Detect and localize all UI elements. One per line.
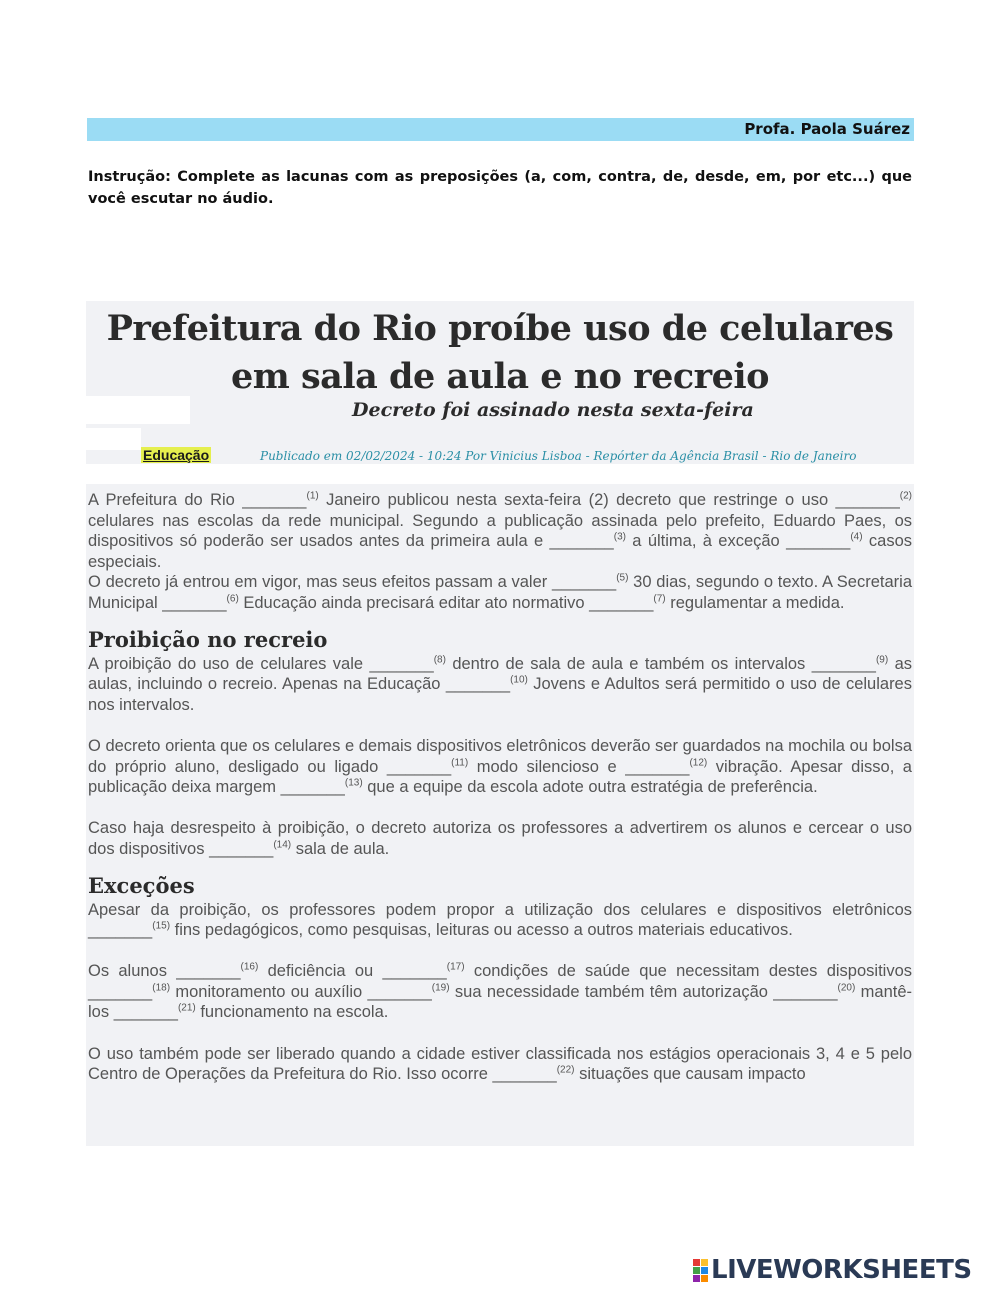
blank-number: (19) <box>431 982 450 994</box>
blank-8[interactable]: _______ <box>369 654 434 673</box>
blank-13[interactable]: _______ <box>280 778 345 797</box>
blank-9[interactable]: _______ <box>811 654 876 673</box>
blank-3[interactable]: _______ <box>549 532 614 551</box>
decorative-patch <box>86 428 141 450</box>
text-run: celulares nas escolas da rede municipal. Segundo a publicação assinada pelo prefeito, Eduardo Paes, os dispositivos só poderão ser usados antes da primeira aula e <box>88 511 912 551</box>
blank-7[interactable]: _______ <box>589 593 654 612</box>
text-run: Janeiro publicou nesta sexta-feira (2) decreto que restringe o uso <box>318 491 836 509</box>
decorative-patch <box>86 396 190 424</box>
text-run: situações que causam impacto <box>574 1065 806 1084</box>
text-run: Os alunos <box>88 962 177 981</box>
paragraph-7 <box>88 961 912 1023</box>
text-run: deficiência ou <box>258 962 383 981</box>
blank-18[interactable]: _______ <box>88 982 153 1001</box>
liveworksheets-logo-icon <box>693 1259 708 1282</box>
blank-number: (1) <box>306 490 319 502</box>
text-run: vibração. Apesar disso, a publicação deixa margem <box>88 757 912 797</box>
text-run: 30 dias, segundo o texto. A Secretaria Municipal <box>88 573 912 612</box>
blank-number: (13) <box>344 777 363 789</box>
text-run: sala de aula. <box>291 839 390 858</box>
text-run: sua necessidade também têm autorização <box>449 982 774 1001</box>
text-run: O decreto orienta que os celulares e demais dispositivos eletrônicos deverão ser guardados na mochila ou bolsa do próprio aluno, desligado ou ligado <box>88 736 912 776</box>
blank-21[interactable]: _______ <box>113 1003 178 1022</box>
text-run: modo silencioso e <box>468 757 626 776</box>
logo-square <box>701 1259 708 1266</box>
blank-number: (20) <box>837 982 856 994</box>
blank-number: (22) <box>556 1064 575 1076</box>
blank-1[interactable]: _______ <box>242 491 307 509</box>
text-run: que a equipe da escola adote outra estratégia de preferência. <box>362 778 818 797</box>
blank-number: (11) <box>451 757 469 769</box>
blank-16[interactable]: _______ <box>176 962 241 981</box>
instruction-text: Instrução: Complete as lacunas com as preposições (a, com, contra, de, desde, em, por etc...) que você escutar no áudio. <box>88 169 912 207</box>
paragraph-2 <box>88 572 912 613</box>
section-title-excecoes: Exceções <box>88 872 195 898</box>
blank-number: (21) <box>177 1002 196 1014</box>
blank-20[interactable]: _______ <box>773 982 838 1001</box>
text-run: O uso também pode ser liberado quando a cidade estiver classificada nos estágios operacionais 3, 4 e 5 pelo Centro de Operações da Prefeitura do Rio. Isso ocorre <box>88 1044 912 1084</box>
blank-number: (6) <box>226 593 239 605</box>
blank-number: (7) <box>653 593 666 605</box>
blank-12[interactable]: _______ <box>625 757 690 776</box>
blank-number: (8) <box>433 654 446 666</box>
text-run: a última, à exceção <box>625 532 787 551</box>
headline-line-2: em sala de aula e no recreio <box>230 356 770 397</box>
blank-17[interactable]: _______ <box>382 962 447 981</box>
text-run: Educação ainda precisará editar ato normativo <box>238 593 590 612</box>
article-headline <box>86 305 914 401</box>
text-run: A Prefeitura do Rio <box>88 491 243 509</box>
text-run: O decreto já entrou em vigor, mas seus efeitos passam a valer <box>88 573 552 592</box>
blank-4[interactable]: _______ <box>786 532 851 551</box>
text-run: A proibição do uso de celulares vale <box>88 654 370 673</box>
blank-11[interactable]: _______ <box>386 757 452 776</box>
logo-square <box>693 1259 700 1266</box>
text-run: Caso haja desrespeito à proibição, o decreto autoriza os professores a advertirem os alunos e cercear o uso dos dispositivos <box>88 819 912 858</box>
blank-14[interactable]: _______ <box>209 839 274 858</box>
text-run: as aulas, incluindo o recreio. Apenas na Educação <box>88 654 912 694</box>
blank-10[interactable]: _______ <box>445 675 511 694</box>
logo-square <box>701 1267 708 1274</box>
paragraph-6 <box>88 900 912 941</box>
logo-square <box>693 1275 700 1282</box>
logo-square <box>701 1275 708 1282</box>
article-subheadline: Decreto foi assinado nesta sexta-feira <box>352 399 754 421</box>
blank-number: (15) <box>152 920 171 932</box>
blank-22[interactable]: _______ <box>492 1065 557 1084</box>
logo-square <box>693 1267 700 1274</box>
article-header <box>86 301 914 464</box>
blank-number: (16) <box>240 961 259 973</box>
blank-number: (12) <box>689 757 708 769</box>
blank-number: (2) <box>899 490 913 502</box>
blank-number: (5) <box>616 572 629 584</box>
blank-number: (17) <box>446 961 465 973</box>
paragraph-3 <box>88 654 912 716</box>
logo-text: LIVEWORKSHEETS <box>711 1255 972 1285</box>
paragraph-4 <box>88 736 912 798</box>
blank-6[interactable]: _______ <box>162 593 227 612</box>
teacher-name-bar <box>87 118 914 141</box>
category-tag[interactable]: Educação <box>143 447 210 463</box>
text-run: monitoramento ou auxílio <box>170 982 368 1001</box>
article-body <box>86 484 914 1146</box>
blank-number: (4) <box>850 531 863 543</box>
blank-5[interactable]: _______ <box>551 573 617 592</box>
text-run: Jovens e Adultos será permitido o uso de celulares nos intervalos. <box>88 675 912 714</box>
text-run: funcionamento na escola. <box>195 1003 389 1022</box>
paragraph-5 <box>88 818 912 859</box>
paragraph-1 <box>88 490 912 572</box>
text-run: condições de saúde que necessitam destes dispositivos <box>464 962 913 981</box>
blank-number: (3) <box>613 531 626 543</box>
headline-line-1: Prefeitura do Rio proíbe uso de celulares <box>106 308 894 349</box>
blank-number: (14) <box>273 839 292 851</box>
teacher-name: Profa. Paola Suárez <box>744 120 910 138</box>
text-run: mantê-los <box>88 982 913 1022</box>
blank-2[interactable]: _______ <box>835 491 900 509</box>
text-run: dentro de sala de aula e também os intervalos <box>445 654 812 673</box>
blank-number: (18) <box>152 982 171 994</box>
text-run: casos especiais. <box>88 532 913 571</box>
text-run: regulamentar a medida. <box>665 593 845 612</box>
text-run: fins pedagógicos, como pesquisas, leituras ou acesso a outros materiais educativos. <box>170 921 793 940</box>
blank-number: (9) <box>875 654 889 666</box>
blank-19[interactable]: _______ <box>367 982 432 1001</box>
article-byline: Publicado em 02/02/2024 - 10:24 Por Vinicius Lisboa - Repórter da Agência Brasil - Rio de Janeiro <box>260 449 857 463</box>
text-run: Apesar da proibição, os professores podem propor a utilização dos celulares e dispositivos eletrônicos <box>88 900 912 919</box>
paragraph-8 <box>88 1044 912 1085</box>
liveworksheets-logo <box>693 1255 972 1285</box>
blank-number: (10) <box>510 674 528 686</box>
section-title-recreio: Proibição no recreio <box>88 626 328 652</box>
blank-15[interactable]: _______ <box>88 921 153 940</box>
